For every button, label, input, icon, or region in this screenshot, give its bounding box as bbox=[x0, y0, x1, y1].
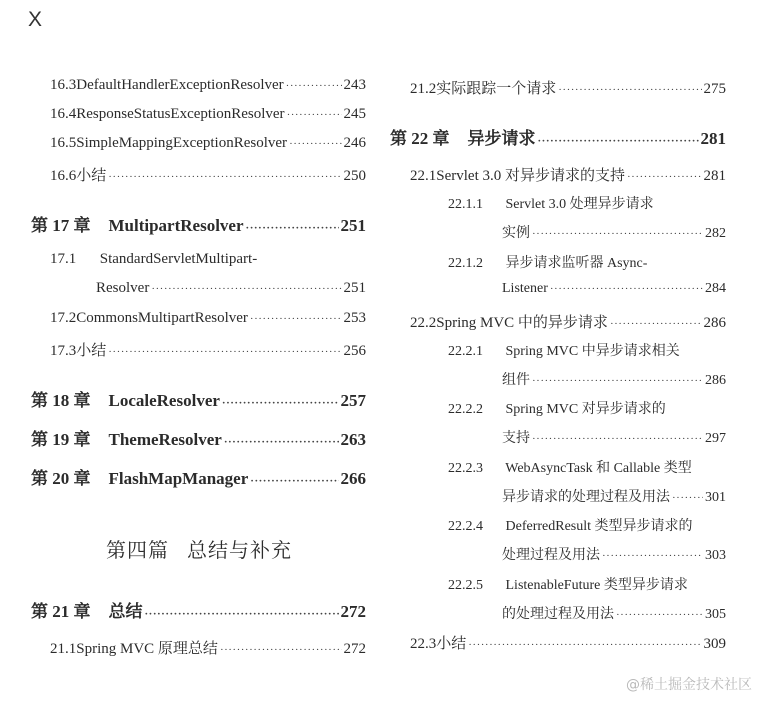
leader-dots bbox=[220, 644, 342, 656]
toc-entry-17-1-line2[interactable] bbox=[96, 280, 366, 297]
toc-chapter-21[interactable] bbox=[31, 597, 366, 622]
chapter-number: 第 20 章 bbox=[31, 469, 91, 488]
subsection-title: DeferredResult 类型异步请求的 bbox=[505, 519, 693, 534]
section-title: Spring MVC 中的异步请求 bbox=[436, 315, 608, 331]
page-number: 297 bbox=[705, 431, 726, 446]
toc-entry-16-3[interactable] bbox=[50, 77, 366, 94]
leader-dots bbox=[602, 550, 703, 562]
toc-entry-21-1[interactable] bbox=[50, 637, 366, 658]
toc-chapter-20[interactable] bbox=[31, 464, 366, 489]
chapter-number: 第 17 章 bbox=[31, 216, 91, 235]
page-number: 286 bbox=[705, 373, 726, 388]
part-heading bbox=[106, 534, 292, 563]
part-label: 第四篇 bbox=[106, 538, 169, 562]
subsection-number: 22.1.1 bbox=[448, 197, 483, 212]
section-number: 21.1 bbox=[50, 641, 77, 657]
page-number: 245 bbox=[343, 106, 366, 122]
page-number: 272 bbox=[343, 641, 366, 657]
toc-entry-22-3[interactable] bbox=[410, 632, 726, 653]
toc-entry-22-2-2-line1[interactable] bbox=[448, 398, 666, 418]
subsection-title-continued: Listener bbox=[502, 281, 548, 296]
leader-dots bbox=[558, 84, 701, 96]
chapter-title: ThemeResolver bbox=[108, 430, 222, 449]
page-number: 263 bbox=[340, 430, 366, 449]
chapter-title: LocaleResolver bbox=[108, 391, 220, 410]
subsection-number: 22.2.5 bbox=[448, 578, 483, 593]
page-number: 257 bbox=[340, 391, 366, 410]
section-title: CommonsMultipartResolver bbox=[76, 310, 248, 326]
section-title: 实际跟踪一个请求 bbox=[436, 81, 557, 97]
section-title: ResponseStatusExceptionResolver bbox=[76, 106, 285, 122]
chapter-number: 第 21 章 bbox=[31, 602, 91, 621]
page-number: 256 bbox=[343, 343, 366, 359]
subsection-number: 22.2.4 bbox=[448, 519, 483, 534]
leader-dots bbox=[289, 138, 341, 150]
section-title: StandardServletMultipart- bbox=[99, 251, 258, 267]
chapter-title: 总结 bbox=[108, 602, 143, 621]
toc-entry-22-2-3-line1[interactable] bbox=[448, 457, 692, 477]
page-number: 275 bbox=[703, 81, 726, 97]
subsection-title-continued: 组件 bbox=[502, 373, 530, 388]
toc-entry-17-3[interactable] bbox=[50, 339, 366, 360]
chapter-title: MultipartResolver bbox=[108, 216, 244, 235]
toc-entry-22-1-1-line1[interactable] bbox=[448, 193, 654, 213]
subsection-number: 22.2.3 bbox=[448, 461, 483, 476]
subsection-title: WebAsyncTask 和 Callable 类型 bbox=[505, 461, 692, 476]
section-number: 16.3 bbox=[50, 77, 77, 93]
subsection-number: 22.2.2 bbox=[448, 402, 483, 417]
toc-entry-22-2-1-line2[interactable] bbox=[502, 369, 726, 389]
leader-dots bbox=[616, 609, 703, 621]
leader-dots bbox=[222, 397, 339, 409]
leader-dots bbox=[250, 313, 342, 325]
subsection-title-continued: 的处理过程及用法 bbox=[502, 607, 614, 622]
page-number: 282 bbox=[705, 226, 726, 241]
toc-entry-22-2-1-line1[interactable] bbox=[448, 340, 680, 360]
toc-entry-16-4[interactable] bbox=[50, 106, 366, 123]
toc-entry-22-1-2-line2[interactable] bbox=[502, 281, 726, 297]
toc-entry-21-2[interactable] bbox=[410, 77, 726, 98]
close-icon[interactable]: X bbox=[28, 8, 43, 31]
toc-entry-17-1-line1[interactable] bbox=[50, 251, 257, 268]
toc-entry-22-2-5-line1[interactable] bbox=[448, 574, 688, 594]
page-number: 286 bbox=[703, 315, 726, 331]
section-number: 16.5 bbox=[50, 135, 77, 151]
section-number: 17.1 bbox=[50, 251, 77, 267]
page-number: 281 bbox=[700, 129, 726, 148]
leader-dots bbox=[287, 109, 342, 121]
section-number: 17.3 bbox=[50, 343, 77, 359]
chapter-title: 异步请求 bbox=[467, 129, 536, 148]
page-number: 284 bbox=[705, 281, 726, 296]
section-title: Servlet 3.0 对异步请求的支持 bbox=[436, 168, 625, 184]
leader-dots bbox=[538, 135, 699, 147]
subsection-title: Spring MVC 中异步请求相关 bbox=[505, 344, 680, 359]
toc-entry-16-5[interactable] bbox=[50, 135, 366, 152]
toc-chapter-18[interactable] bbox=[31, 386, 366, 411]
leader-dots bbox=[108, 346, 341, 358]
section-title: Spring MVC 原理总结 bbox=[76, 641, 218, 657]
toc-entry-22-2-2-line2[interactable] bbox=[502, 427, 726, 447]
chapter-title: FlashMapManager bbox=[108, 469, 249, 488]
subsection-title: Servlet 3.0 处理异步请求 bbox=[505, 197, 654, 212]
leader-dots bbox=[145, 608, 339, 620]
page-number: 246 bbox=[343, 135, 366, 151]
leader-dots bbox=[532, 375, 703, 387]
section-number: 22.2 bbox=[410, 315, 437, 331]
leader-dots bbox=[468, 639, 701, 651]
page-number: 301 bbox=[705, 490, 726, 505]
toc-entry-16-6[interactable] bbox=[50, 164, 366, 185]
leader-dots bbox=[286, 80, 342, 92]
toc-entry-22-2-4-line2[interactable] bbox=[502, 544, 726, 564]
leader-dots bbox=[627, 171, 702, 183]
page-number: 250 bbox=[343, 168, 366, 184]
page-number: 243 bbox=[343, 77, 366, 93]
subsection-number: 22.2.1 bbox=[448, 344, 483, 359]
toc-entry-22-2-3-line2[interactable] bbox=[502, 486, 726, 506]
toc-entry-22-2-5-line2[interactable] bbox=[502, 603, 726, 623]
subsection-title-continued: 异步请求的处理过程及用法 bbox=[502, 490, 670, 505]
leader-dots bbox=[250, 475, 338, 487]
watermark: @稀土掘金技术社区 bbox=[626, 677, 752, 693]
section-number: 16.6 bbox=[50, 168, 77, 184]
section-title: 小结 bbox=[76, 168, 107, 184]
subsection-title-continued: 实例 bbox=[502, 226, 530, 241]
page-number: 281 bbox=[703, 168, 726, 184]
toc-entry-22-1[interactable] bbox=[410, 164, 726, 185]
chapter-number: 第 22 章 bbox=[390, 129, 450, 148]
leader-dots bbox=[108, 171, 341, 183]
subsection-number: 22.1.2 bbox=[448, 256, 483, 271]
toc-entry-17-2[interactable] bbox=[50, 310, 366, 327]
section-title: SimpleMappingExceptionResolver bbox=[76, 135, 288, 151]
subsection-title: 异步请求监听器 Async- bbox=[505, 256, 648, 271]
leader-dots bbox=[550, 283, 703, 295]
leader-dots bbox=[532, 433, 703, 445]
page-number: 305 bbox=[705, 607, 726, 622]
page-number: 272 bbox=[340, 602, 366, 621]
leader-dots bbox=[224, 436, 339, 448]
leader-dots bbox=[610, 318, 702, 330]
subsection-title: ListenableFuture 类型异步请求 bbox=[505, 578, 688, 593]
subsection-title: Spring MVC 对异步请求的 bbox=[505, 402, 666, 417]
toc-chapter-17[interactable] bbox=[31, 211, 366, 236]
leader-dots bbox=[246, 222, 339, 234]
page-number: 251 bbox=[343, 280, 366, 296]
subsection-title-continued: 处理过程及用法 bbox=[502, 548, 600, 563]
toc-entry-22-2[interactable] bbox=[410, 311, 726, 332]
section-number: 17.2 bbox=[50, 310, 77, 326]
subsection-title-continued: 支持 bbox=[502, 431, 530, 446]
page-number: 303 bbox=[705, 548, 726, 563]
toc-entry-22-1-2-line1[interactable] bbox=[448, 252, 647, 272]
toc-chapter-22[interactable] bbox=[390, 124, 726, 149]
chapter-number: 第 18 章 bbox=[31, 391, 91, 410]
section-title: 小结 bbox=[436, 636, 467, 652]
page-number: 309 bbox=[703, 636, 726, 652]
section-number: 16.4 bbox=[50, 106, 77, 122]
section-title: DefaultHandlerExceptionResolver bbox=[76, 77, 284, 93]
leader-dots bbox=[672, 492, 703, 504]
section-number: 22.1 bbox=[410, 168, 437, 184]
leader-dots bbox=[532, 228, 703, 240]
page-number: 251 bbox=[340, 216, 366, 235]
section-number: 22.3 bbox=[410, 636, 437, 652]
section-title: 小结 bbox=[76, 343, 107, 359]
page-number: 266 bbox=[340, 469, 366, 488]
toc-entry-22-1-1-line2[interactable] bbox=[502, 222, 726, 242]
section-number: 21.2 bbox=[410, 81, 437, 97]
part-title: 总结与补充 bbox=[187, 538, 292, 562]
toc-entry-22-2-4-line1[interactable] bbox=[448, 515, 693, 535]
section-title-continued: Resolver bbox=[96, 280, 150, 296]
page-number: 253 bbox=[343, 310, 366, 326]
leader-dots bbox=[151, 283, 341, 295]
chapter-number: 第 19 章 bbox=[31, 430, 91, 449]
toc-chapter-19[interactable] bbox=[31, 425, 366, 450]
